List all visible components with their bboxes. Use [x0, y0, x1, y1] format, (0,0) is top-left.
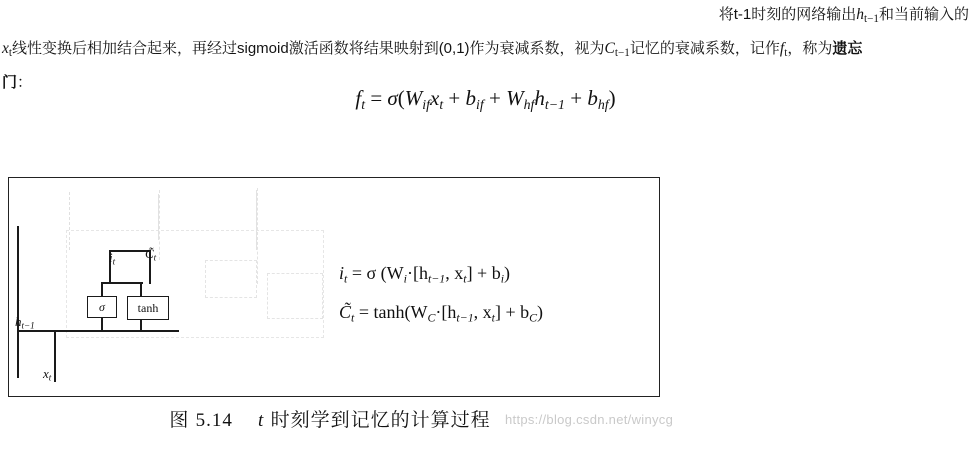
- label-h-prev: [15, 314, 35, 331]
- fig-eq1-lhs-sub: t: [344, 271, 348, 286]
- ghost-trace-6: [267, 273, 323, 319]
- label-h-prev-sub: t−1: [21, 320, 35, 331]
- math-f-subscript: t: [784, 47, 788, 60]
- figure-equation-2: [339, 295, 543, 334]
- fig-eq2-lhs-sub: t: [351, 310, 355, 325]
- eq-W-if: W: [404, 86, 423, 110]
- caption-fig-label: 图: [169, 410, 190, 431]
- eq-sigma: σ: [387, 86, 398, 110]
- label-c-tilde-text: C̃: [145, 246, 154, 261]
- eq-equals: =: [370, 86, 383, 110]
- paragraph-line3-text: ：: [17, 74, 33, 92]
- eq-b-hf-subscript: hf: [597, 96, 609, 112]
- paragraph-line3-bold: 门: [2, 74, 18, 92]
- ghost-trace-5: [205, 260, 257, 298]
- label-i-t-sub: t: [112, 256, 116, 267]
- caption-text: 时刻学到记忆的计算过程: [270, 410, 491, 431]
- label-x-t: [43, 366, 51, 383]
- body-paragraph: [0, 0, 971, 98]
- sigma-gate-label: σ: [99, 300, 105, 314]
- label-i-t-text: i: [109, 250, 113, 265]
- math-x: x: [2, 40, 9, 58]
- fig-eq1-rhs-sub: i: [403, 271, 407, 286]
- eq-plus-2: +: [488, 86, 501, 110]
- fig-eq2-rhs: = tanh(W: [358, 302, 428, 323]
- fig-eq1-lhs: i: [339, 263, 345, 283]
- cell-outline-top: [17, 226, 19, 378]
- math-h-subscript: t−1: [864, 13, 879, 26]
- fig-eq2-rhs5: ): [537, 302, 544, 323]
- fig-eq1-rhs5: ): [504, 263, 511, 283]
- fig-eq2-rhs2: ·[h: [435, 302, 457, 323]
- fig-eq1-rhs: = σ (W: [351, 263, 404, 283]
- fig-eq2-rhs3: , x: [473, 302, 492, 323]
- fig-eq1-rhs3-sub: t: [463, 271, 467, 286]
- ghost-trace-8: [158, 194, 159, 240]
- math-f: f: [779, 40, 785, 58]
- caption-fig-number: 5.14: [195, 410, 233, 431]
- eq-b-if-subscript: if: [476, 96, 484, 112]
- label-c-tilde-sub: t: [153, 252, 157, 263]
- label-x-t-sub: t: [48, 372, 52, 383]
- eq-h-subscript: t−1: [544, 96, 565, 112]
- fig-eq1-rhs2-sub: t−1: [427, 271, 446, 286]
- sigma-gate-box: [87, 296, 117, 318]
- cell-horizontal-wire: [17, 330, 179, 332]
- figure-equations: [339, 256, 543, 335]
- eq-b-hf: b: [587, 86, 598, 110]
- label-h-prev-text: h: [15, 314, 22, 329]
- display-equation: [0, 86, 971, 113]
- math-C: C: [604, 40, 615, 58]
- paragraph-line-2: [0, 34, 971, 68]
- eq-x: x: [429, 86, 440, 110]
- label-x-t-text: x: [43, 366, 49, 381]
- math-h: h: [856, 6, 864, 23]
- ghost-trace-7: [256, 190, 257, 250]
- tanh-gate-box: [127, 296, 169, 320]
- caption-variable: t: [258, 410, 265, 431]
- fig-eq1-rhs3: , x: [445, 263, 464, 283]
- fig-eq1-rhs4: ] + b: [466, 263, 501, 283]
- fig-eq2-lhs: C̃: [339, 302, 352, 323]
- eq-plus-3: +: [570, 86, 583, 110]
- eq-lhs-f: f: [355, 86, 362, 110]
- eq-b-if: b: [465, 86, 477, 110]
- fig-eq2-rhs2-sub: t−1: [456, 310, 474, 325]
- math-C-subscript: t−1: [614, 47, 630, 60]
- eq-plus-1: +: [448, 86, 461, 110]
- input-vertical-wire: [54, 330, 56, 382]
- fig-eq1-rhs2: ·[h: [406, 263, 428, 283]
- eq-W-hf: W: [506, 86, 524, 110]
- eq-x-subscript: t: [439, 96, 444, 112]
- eq-lhs-subscript: t: [361, 96, 366, 112]
- paragraph-line2-text-2: 记忆的衰减系数，记作: [629, 40, 780, 58]
- eq-open-paren: (: [397, 86, 405, 110]
- paragraph-line2-text-1: 线性变换后相加结合起来，再经过sigmoid激活函数将结果映射到(0,1)作为衰减系数，视为: [12, 40, 605, 58]
- fig-eq1-rhs4-sub: i: [500, 271, 505, 286]
- paragraph-line1-mid: 和当前输入的: [878, 6, 969, 23]
- eq-W-hf-subscript: hf: [523, 96, 535, 112]
- eq-close-paren: ): [608, 86, 616, 110]
- figure-container: [8, 177, 660, 397]
- watermark: https://blog.csdn.net/winycg: [505, 412, 674, 427]
- eq-h: h: [534, 86, 545, 110]
- gate-top-connector: [101, 282, 143, 284]
- math-x-subscript: t: [8, 47, 12, 60]
- fig-eq2-rhs4-sub: C: [529, 310, 538, 325]
- paragraph-line-1: [0, 0, 971, 34]
- fig-eq2-rhs-sub: C: [427, 310, 436, 325]
- label-c-tilde: [145, 246, 156, 263]
- eq-W-if-subscript: if: [422, 96, 430, 112]
- tanh-gate-label: tanh: [137, 301, 159, 315]
- fig-eq2-rhs3-sub: t: [491, 310, 495, 325]
- label-i-t: [109, 250, 115, 267]
- paragraph-line2-bold: 遗忘: [832, 40, 863, 58]
- paragraph-line1-prefix: 将t-1时刻的网络输出: [718, 6, 857, 23]
- fig-eq2-rhs4: ] + b: [494, 302, 530, 323]
- figure-equation-1: [339, 256, 543, 295]
- paragraph-line2-text-3: ，称为: [787, 40, 833, 58]
